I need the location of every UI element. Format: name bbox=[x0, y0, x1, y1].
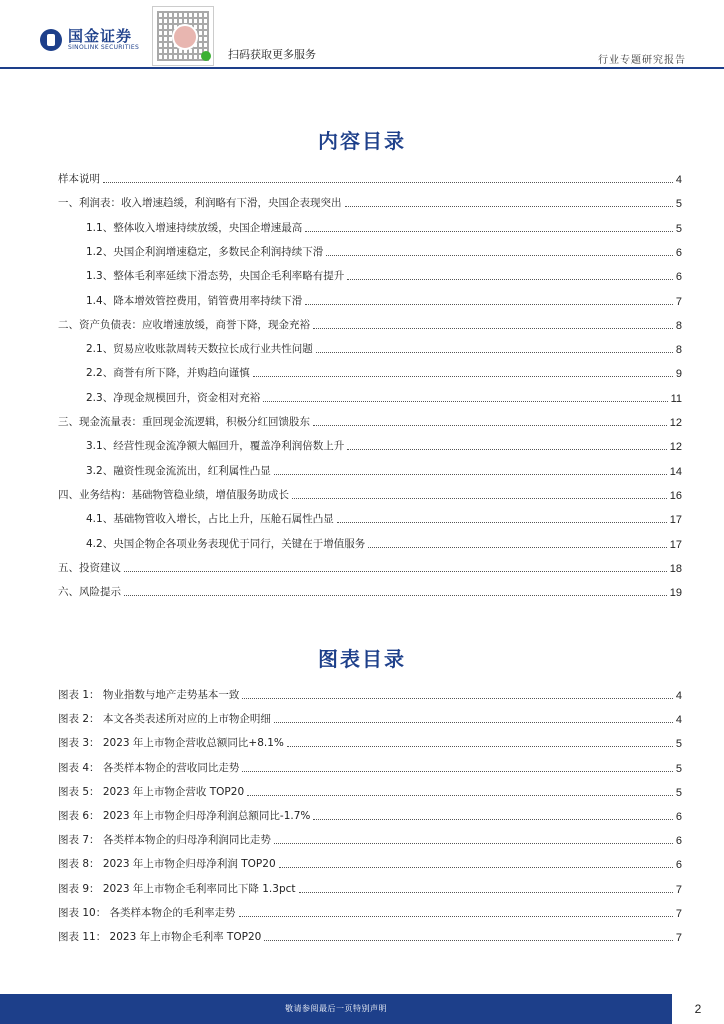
contents-entry[interactable] bbox=[86, 437, 682, 453]
figure-entry[interactable] bbox=[58, 783, 682, 799]
contents-entry-label: 2.3、净现金规模回升，资金相对充裕 bbox=[86, 391, 261, 404]
dot-leader bbox=[263, 400, 667, 402]
contents-entry[interactable] bbox=[86, 219, 682, 235]
figure-entry-label: 图表 9： 2023 年上市物企毛利率同比下降 1.3pct bbox=[58, 882, 296, 895]
dot-leader bbox=[347, 278, 673, 280]
figure-entry-label: 图表 3： 2023 年上市物企营收总额同比+8.1% bbox=[58, 737, 284, 750]
dot-leader bbox=[264, 939, 673, 941]
contents-entry-page: 6 bbox=[675, 271, 682, 284]
wechat-icon bbox=[201, 51, 211, 61]
figure-entry-page: 4 bbox=[675, 690, 682, 702]
figure-entry[interactable] bbox=[58, 855, 682, 871]
contents-entry-page: 17 bbox=[669, 514, 682, 527]
qr-avatar-icon bbox=[172, 24, 198, 50]
contents-entry-label: 一、利润表：收入增速趋缓，利润略有下滑，央国企表现突出 bbox=[58, 197, 342, 210]
contents-entry-label: 1.4、降本增效管控费用，销管费用率持续下滑 bbox=[86, 294, 303, 307]
contents-entry[interactable] bbox=[58, 194, 682, 210]
contents-title: 内容目录 bbox=[318, 129, 406, 153]
dot-leader bbox=[124, 594, 667, 596]
contents-entry-page: 5 bbox=[675, 222, 682, 235]
contents-entry[interactable] bbox=[86, 292, 682, 308]
logo-name-en: SINOLINK SECURITIES bbox=[68, 44, 140, 51]
dot-leader bbox=[345, 205, 673, 207]
dot-leader bbox=[313, 424, 667, 426]
contents-entry-page: 5 bbox=[675, 198, 682, 211]
dot-leader bbox=[326, 254, 673, 256]
figure-entry-page: 5 bbox=[675, 762, 682, 775]
header-divider bbox=[0, 67, 724, 69]
contents-entry[interactable] bbox=[58, 583, 682, 599]
dot-leader bbox=[242, 770, 673, 772]
contents-entry-label: 四、业务结构：基础物管稳业绩，增值服务助成长 bbox=[58, 488, 289, 501]
figure-entry-page: 4 bbox=[675, 714, 682, 727]
logo-name-cn: 国金证券 bbox=[68, 27, 133, 45]
figure-entry-label: 图表 5： 2023 年上市物企营收 TOP20 bbox=[58, 785, 245, 798]
contents-entry-label: 三、现金流量表：重回现金流逻辑，积极分红回馈股东 bbox=[58, 416, 310, 428]
dot-leader bbox=[279, 866, 673, 868]
contents-entry-label: 1.2、央国企利润增速稳定，多数民企利润持续下滑 bbox=[86, 245, 324, 258]
dot-leader bbox=[368, 546, 667, 548]
contents-entry-label: 1.1、整体收入增速持续放缓，央国企增速最高 bbox=[86, 221, 303, 234]
contents-entry-label: 3.1、经营性现金流净额大幅回升，覆盖净利润倍数上升 bbox=[86, 440, 345, 453]
figure-entry-label: 图表 1： 物业指数与地产走势基本一致 bbox=[58, 689, 240, 701]
figure-entry[interactable] bbox=[58, 759, 682, 775]
contents-entry-label: 2.1、贸易应收账款周转天数拉长成行业共性问题 bbox=[86, 343, 313, 356]
contents-entry[interactable] bbox=[86, 340, 682, 356]
dot-leader bbox=[274, 721, 673, 723]
figure-entry-page: 6 bbox=[675, 835, 682, 848]
dot-leader bbox=[242, 697, 673, 699]
figure-entry-label: 图表 11： 2023 年上市物企毛利率 TOP20 bbox=[58, 931, 262, 943]
figure-entry-page: 5 bbox=[675, 786, 682, 799]
figure-entry-page: 6 bbox=[675, 859, 682, 872]
contents-entry-label: 4.2、央国企物企各项业务表现优于同行，关键在于增值服务 bbox=[86, 537, 366, 550]
figure-entry-page: 7 bbox=[675, 932, 682, 944]
contents-entry-page: 11 bbox=[670, 392, 682, 405]
contents-entry[interactable] bbox=[86, 243, 682, 259]
figure-entry-page: 7 bbox=[675, 907, 682, 920]
contents-entry-label: 六、风险提示 bbox=[58, 586, 121, 599]
contents-entry-page: 8 bbox=[675, 319, 682, 332]
dot-leader bbox=[247, 794, 673, 796]
contents-entry-page: 7 bbox=[675, 295, 682, 308]
contents-entry-label: 二、资产负债表：应收增速放缓，商誉下降，现金充裕 bbox=[58, 318, 310, 331]
contents-entry[interactable] bbox=[86, 267, 682, 283]
dot-leader bbox=[124, 570, 667, 572]
figure-entry-page: 7 bbox=[675, 883, 682, 896]
footer-disclaimer: 敬请参阅最后一页特别声明 bbox=[285, 1004, 387, 1013]
report-type: 行业专题研究报告 bbox=[598, 55, 686, 66]
figure-entry[interactable] bbox=[58, 880, 682, 896]
dot-leader bbox=[292, 497, 667, 499]
page-number: 2 bbox=[694, 1002, 702, 1016]
contents-entry-page: 18 bbox=[669, 562, 682, 575]
contents-entry-page: 8 bbox=[675, 344, 682, 357]
figure-entry-label: 图表 4： 各类样本物企的营收同比走势 bbox=[58, 761, 240, 774]
dot-leader bbox=[337, 521, 667, 523]
figure-entry-label: 图表 8： 2023 年上市物企归母净利润 TOP20 bbox=[58, 858, 276, 871]
figure-entry[interactable] bbox=[58, 734, 682, 750]
sinolink-logo bbox=[40, 28, 139, 52]
dot-leader bbox=[239, 915, 673, 917]
page-footer bbox=[0, 994, 724, 1024]
contents-entry-page: 12 bbox=[669, 441, 682, 454]
figure-entry-page: 6 bbox=[675, 811, 682, 823]
figure-entry[interactable] bbox=[58, 831, 682, 847]
contents-entry[interactable] bbox=[86, 364, 682, 380]
dot-leader bbox=[305, 230, 673, 232]
contents-entry[interactable] bbox=[58, 316, 682, 332]
contents-entry[interactable] bbox=[58, 170, 682, 186]
contents-entry[interactable] bbox=[58, 559, 682, 575]
figure-entry[interactable] bbox=[58, 807, 682, 823]
contents-entry-label: 五、投资建议 bbox=[58, 561, 121, 574]
figure-entry[interactable] bbox=[58, 928, 682, 944]
figure-entry-label: 图表 7： 各类样本物企的归母净利润同比走势 bbox=[58, 834, 271, 847]
dot-leader bbox=[103, 181, 673, 183]
dot-leader bbox=[253, 375, 673, 377]
contents-entry-label: 2.2、商誉有所下降，并购趋向谨慎 bbox=[86, 367, 250, 380]
contents-entry-page: 9 bbox=[675, 368, 682, 381]
contents-entry[interactable] bbox=[58, 413, 682, 429]
contents-entry[interactable] bbox=[86, 389, 682, 405]
dot-leader bbox=[274, 842, 673, 844]
contents-entry-label: 4.1、基础物管收入增长，占比上升，压舱石属性凸显 bbox=[86, 513, 334, 526]
contents-entry-page: 6 bbox=[675, 246, 682, 259]
dot-leader bbox=[313, 327, 673, 329]
contents-entry[interactable] bbox=[86, 535, 682, 551]
figure-entry[interactable] bbox=[58, 686, 682, 702]
figure-entry[interactable] bbox=[58, 904, 682, 920]
dot-leader bbox=[287, 745, 673, 747]
figure-entry-label: 图表 10： 各类样本物企的毛利率走势 bbox=[58, 906, 236, 919]
sinolink-logo-icon bbox=[40, 29, 62, 51]
contents-entry-page: 12 bbox=[669, 417, 682, 429]
scan-prompt: 扫码获取更多服务 bbox=[228, 48, 316, 61]
contents-entry-page: 16 bbox=[669, 489, 682, 502]
dot-leader bbox=[274, 473, 667, 475]
dot-leader bbox=[299, 891, 673, 893]
figure-entry-label: 图表 6： 2023 年上市物企归母净利润总额同比-1.7% bbox=[58, 810, 311, 822]
contents-entry-label: 3.2、融资性现金流流出，红利属性凸显 bbox=[86, 464, 271, 477]
contents-entry-page: 4 bbox=[675, 174, 682, 186]
contents-entry-page: 17 bbox=[669, 538, 682, 551]
page-header bbox=[0, 0, 724, 70]
contents-entry[interactable] bbox=[58, 486, 682, 502]
qr-code[interactable] bbox=[152, 6, 214, 66]
contents-entry-label: 样本说明 bbox=[58, 173, 100, 185]
dot-leader bbox=[347, 448, 667, 450]
dot-leader bbox=[305, 303, 673, 305]
figure-entry-label: 图表 2： 本文各类表述所对应的上市物企明细 bbox=[58, 713, 271, 726]
figure-entry-page: 5 bbox=[675, 738, 682, 751]
contents-entry-page: 14 bbox=[669, 465, 682, 478]
figures-title: 图表目录 bbox=[318, 647, 406, 671]
contents-entry-page: 19 bbox=[669, 587, 682, 600]
contents-entry-label: 1.3、整体毛利率延续下滑态势，央国企毛利率略有提升 bbox=[86, 270, 345, 283]
contents-entry[interactable] bbox=[86, 462, 682, 478]
figure-entry[interactable] bbox=[58, 710, 682, 726]
contents-entry[interactable] bbox=[86, 510, 682, 526]
dot-leader bbox=[313, 818, 672, 820]
dot-leader bbox=[316, 351, 673, 353]
